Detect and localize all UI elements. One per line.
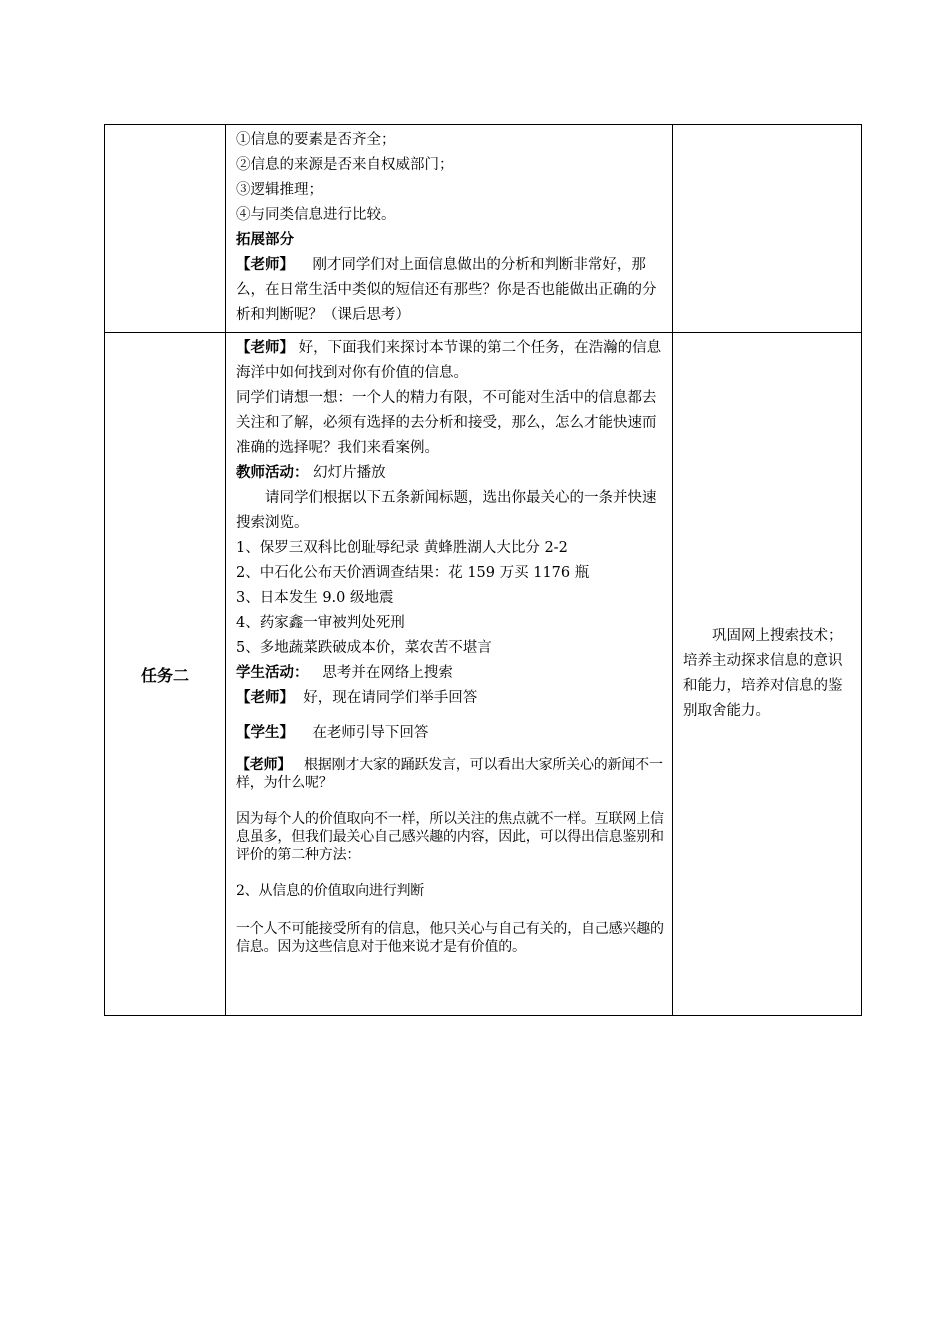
teacher-remark [236, 253, 664, 328]
reason-text: 因为每个人的价值取向不一样，所以关注的焦点就不一样。互联网上信息虽多，但我们最关心自己感兴趣的内容，因此，可以得出信息鉴别和评价的第二种方法： [236, 811, 664, 863]
prompt-text: 请同学们根据以下五条新闻标题，选出你最关心的一条并快速搜索浏览。 [236, 490, 657, 531]
teacher-activity-label: 教师活动： [236, 465, 309, 481]
task-cell-empty [105, 125, 226, 333]
teacher-tag: 【老师】 [236, 340, 294, 356]
goal-cell-empty [673, 125, 862, 333]
teacher-tag: 【老师】 [236, 757, 292, 773]
content-cell [226, 333, 673, 1016]
teacher-intro [236, 336, 664, 386]
intro-text: 好，下面我们来探讨本节课的第二个任务，在浩瀚的信息海洋中如何找到对你有价值的信息。 [236, 340, 662, 381]
task-name: 任务二 [105, 333, 226, 1016]
student-text: 在老师引导下回答 [312, 725, 429, 741]
teacher-text: 刚才同学们对上面信息做出的分析和判断非常好，那么，在日常生活中类似的短信还有那些？你是否也能做出正确的分析和判断呢？（课后思考） [236, 257, 657, 323]
goal-text: 巩固网上搜索技术；培养主动探求信息的意识和能力，培养对信息的鉴别取舍能力。 [683, 628, 843, 719]
teacher-activity [236, 461, 664, 486]
student-remark [236, 721, 664, 746]
news-item: 1、保罗三双科比创耻辱纪录 黄蜂胜湖人大比分 2-2 [236, 540, 568, 556]
teacher-tag: 【老师】 [236, 257, 294, 273]
list-item: ④与同类信息进行比较。 [236, 207, 396, 223]
news-item: 2、中石化公布天价酒调查结果：花 159 万买 1176 瓶 [236, 565, 590, 581]
list-item: ①信息的要素是否齐全； [236, 132, 396, 148]
table-row [105, 333, 862, 1016]
teacher-tag: 【老师】 [236, 690, 294, 706]
student-activity-text: 思考并在网络上搜索 [322, 665, 453, 681]
student-tag: 【学生】 [236, 725, 294, 741]
expand-heading: 拓展部分 [236, 232, 294, 248]
content-cell [226, 125, 673, 333]
news-item: 3、日本发生 9.0 级地震 [236, 590, 394, 606]
lesson-plan-table [104, 124, 862, 1016]
teacher-activity-text: 幻灯片播放 [313, 465, 386, 481]
teacher-text: 根据刚才大家的踊跃发言，可以看出大家所关心的新闻不一样，为什么呢？ [236, 757, 663, 791]
goal-cell [673, 333, 862, 1016]
news-item: 5、多地蔬菜跌破成本价，菜农苦不堪言 [236, 640, 492, 656]
student-activity [236, 661, 664, 686]
teacher-remark [236, 686, 664, 711]
method-text: 2、从信息的价值取向进行判断 [236, 883, 425, 899]
news-item: 4、药家鑫一审被判处死刑 [236, 615, 405, 631]
table-row [105, 125, 862, 333]
list-item: ③逻辑推理； [236, 182, 323, 198]
think-text: 同学们请想一想：一个人的精力有限，不可能对生活中的信息都去关注和了解，必须有选择的去分析和接受，那么，怎么才能快速而准确的选择呢？我们来看案例。 [236, 390, 657, 456]
teacher-text: 好，现在请同学们举手回答 [303, 690, 478, 706]
list-item: ②信息的来源是否来自权威部门； [236, 157, 454, 173]
student-activity-label: 学生活动： [236, 665, 309, 681]
conclusion-text: 一个人不可能接受所有的信息，他只关心与自己有关的，自己感兴趣的信息。因为这些信息对于他来说才是有价值的。 [236, 921, 664, 955]
teacher-remark [236, 756, 664, 792]
